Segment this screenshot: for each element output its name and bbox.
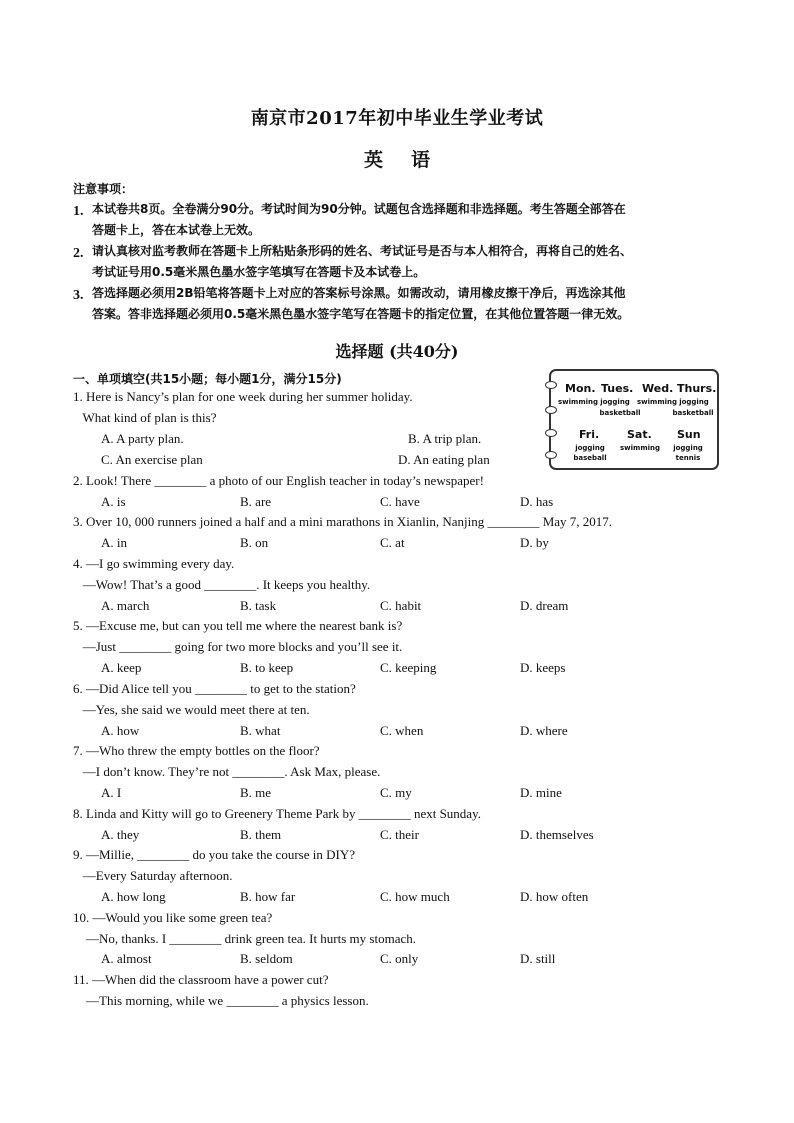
notice-line: 答案。答非选择题必须用0.5毫米黑色墨水签字笔写在答题卡的指定位置，在其他位置答题一律无效。 <box>92 307 630 321</box>
question-stem: 7. —Who threw the empty bottles on the floor? <box>73 743 320 758</box>
option-d: D. An eating plan <box>398 452 490 467</box>
schedule-day: Mon. <box>565 382 596 395</box>
schedule-activity: basketball <box>599 409 641 417</box>
option-b: B. seldom <box>240 951 293 966</box>
option-b: B. them <box>240 827 282 842</box>
option-b: B. A trip plan. <box>408 431 482 446</box>
option-a: A. they <box>101 827 140 842</box>
schedule-day: Fri. <box>579 428 600 441</box>
schedule-day: Sat. <box>627 428 652 441</box>
schedule-activity: swimming <box>637 398 678 406</box>
option-c: C. only <box>380 951 419 966</box>
question-stem: 3. Over 10, 000 runners joined a half and a mini marathons in Xianlin, Nanjing ________ May 7, 2017. <box>73 514 613 529</box>
schedule-activity: baseball <box>573 454 607 462</box>
schedule-activity: jogging <box>575 444 605 452</box>
question-stem: 1. Here is Nancy’s plan for one week during her summer holiday. <box>73 389 413 404</box>
option-c: C. when <box>380 723 424 738</box>
option-d: D. where <box>520 723 568 738</box>
notice-line: 请认真核对监考教师在答题卡上所粘贴条形码的姓名、考试证号是否与本人相符合，再将自己的姓名、 <box>92 244 633 258</box>
notice-heading: 注意事项： <box>73 182 134 196</box>
exam-title: 南京市2017年初中毕业生学业考试 <box>250 108 544 129</box>
option-c: C. their <box>380 827 419 842</box>
question-stem: 11. —When did the classroom have a power cut? <box>73 972 329 987</box>
question-stem: 9. —Millie, ________ do you take the course in DIY? <box>73 847 355 862</box>
question-stem: 8. Linda and Kitty will go to Greenery Theme Park by ________ next Sunday. <box>73 806 481 821</box>
binder-ring-icon <box>545 429 557 437</box>
notice-line: 答选择题必须用2B铅笔将答题卡上对应的答案标号涂黑。如需改动，请用橡皮擦干净后，再选涂其他 <box>92 286 626 300</box>
option-c: C. have <box>380 494 420 509</box>
part-heading: 一、单项填空(共15小题；每小题1分，满分15分) <box>73 372 342 386</box>
question-stem: —Every Saturday afternoon. <box>73 868 233 883</box>
binder-ring-icon <box>545 406 557 414</box>
schedule-activity: jogging <box>600 398 630 406</box>
option-d: D. by <box>520 535 549 550</box>
schedule-activity: jogging <box>679 398 709 406</box>
schedule-activity: jogging <box>673 444 703 452</box>
option-a: A. in <box>101 535 127 550</box>
question-stem: —Yes, she said we would meet there at ten. <box>73 702 310 717</box>
notice-item-1 <box>73 199 733 241</box>
option-c: C. at <box>380 535 405 550</box>
section-title: 选择题 (共40分) <box>335 342 459 361</box>
option-a: A. how long <box>101 889 166 904</box>
option-d: D. dream <box>520 598 569 613</box>
question-stem: —I don’t know. They’re not ________. Ask Max, please. <box>73 764 381 779</box>
question-stem: —Just ________ going for two more blocks and you’ll see it. <box>73 639 403 654</box>
option-a: A. is <box>101 494 126 509</box>
schedule-day: Thurs. <box>677 382 717 395</box>
question-stem: —This morning, while we ________ a physics lesson. <box>73 993 369 1008</box>
question-stem: 4. —I go swimming every day. <box>73 556 235 571</box>
option-d: D. has <box>520 494 554 509</box>
notice-number: 1. <box>73 204 84 219</box>
notice-line: 答题卡上，答在本试卷上无效。 <box>92 223 261 237</box>
option-a: A. almost <box>101 951 152 966</box>
option-b: B. how far <box>240 889 296 904</box>
question-stem: —No, thanks. I ________ drink green tea. It hurts my stomach. <box>73 931 416 946</box>
option-c: C. keeping <box>380 660 437 675</box>
option-a: A. keep <box>101 660 142 675</box>
option-b: B. on <box>240 535 269 550</box>
schedule-day: Tues. <box>601 382 634 395</box>
question-stem: 2. Look! There ________ a photo of our English teacher in today’s newspaper! <box>73 473 484 488</box>
subject-title: 英语 <box>363 149 458 171</box>
option-b: B. are <box>240 494 272 509</box>
option-d: D. mine <box>520 785 562 800</box>
option-c: C. habit <box>380 598 422 613</box>
question-stem: —Wow! That’s a good ________. It keeps you healthy. <box>73 577 371 592</box>
option-a: A. march <box>101 598 150 613</box>
option-d: D. how often <box>520 889 589 904</box>
option-b: B. me <box>240 785 272 800</box>
option-a: A. how <box>101 723 140 738</box>
option-d: D. still <box>520 951 556 966</box>
notice-line: 考试证号用0.5毫米黑色墨水签字笔填写在答题卡及本试卷上。 <box>92 265 426 279</box>
option-d: D. themselves <box>520 827 594 842</box>
schedule-activity: swimming <box>558 398 599 406</box>
option-d: D. keeps <box>520 660 566 675</box>
notice-number: 2. <box>73 246 84 261</box>
schedule-activity: basketball <box>672 409 714 417</box>
schedule-image <box>549 369 719 470</box>
binder-ring-icon <box>545 381 557 389</box>
question-stem: 10. —Would you like some green tea? <box>73 910 273 925</box>
option-b: B. what <box>240 723 281 738</box>
option-b: B. to keep <box>240 660 294 675</box>
binder-ring-icon <box>545 451 557 459</box>
schedule-day: Wed. <box>642 382 674 395</box>
option-c: C. how much <box>380 889 450 904</box>
schedule-activity: swimming <box>620 444 661 452</box>
question-stem: 5. —Excuse me, but can you tell me where the nearest bank is? <box>73 618 403 633</box>
option-a: A. I <box>101 785 122 800</box>
notice-number: 3. <box>73 288 84 303</box>
option-c: C. An exercise plan <box>101 452 203 467</box>
question-stem: What kind of plan is this? <box>73 410 217 425</box>
schedule-activity: tennis <box>675 454 701 462</box>
notice-line: 本试卷共8页。全卷满分90分。考试时间为90分钟。试题包含选择题和非选择题。考生答题全部答在 <box>92 202 626 216</box>
schedule-day: Sun <box>677 428 701 441</box>
notice-item-2 <box>73 241 733 283</box>
option-b: B. task <box>240 598 277 613</box>
notice-item-3 <box>73 283 733 325</box>
option-a: A. A party plan. <box>101 431 184 446</box>
question-stem: 6. —Did Alice tell you ________ to get to the station? <box>73 681 356 696</box>
option-c: C. my <box>380 785 412 800</box>
